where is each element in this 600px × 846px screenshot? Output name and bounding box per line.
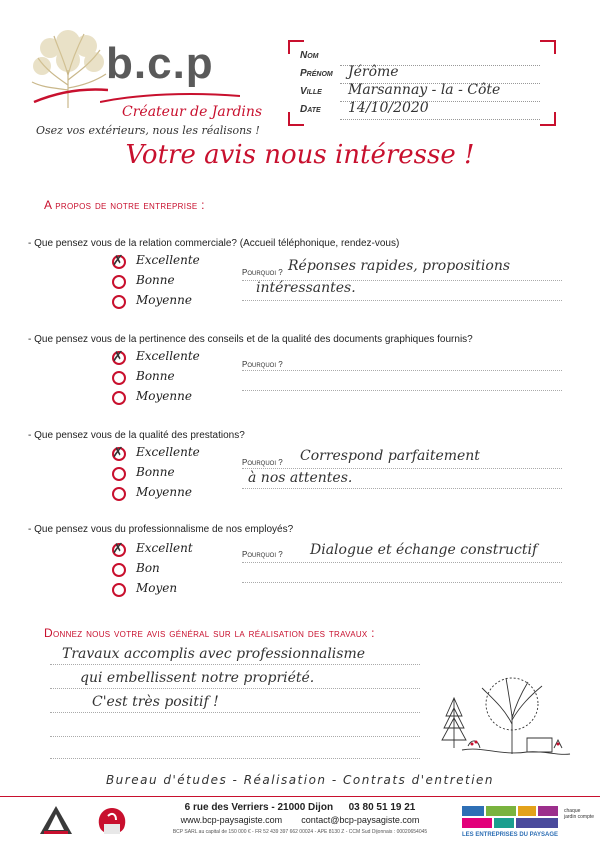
q2-answer-line-2 — [242, 390, 562, 391]
q2-pourquoi-label: Pourquoi ? — [242, 360, 283, 369]
q4-answer-line-1 — [242, 562, 562, 563]
q4-pourquoi-label: Pourquoi ? — [242, 550, 283, 559]
q3-option-1[interactable] — [112, 446, 232, 462]
q3-option-2[interactable] — [112, 466, 232, 482]
q1-pourquoi-label: Pourquoi ? — [242, 268, 283, 277]
q2-option-3-label: Moyenne — [136, 389, 192, 403]
q2-option-1-label: Excellente — [136, 349, 200, 363]
q1-option-1[interactable] — [112, 254, 232, 270]
section-heading-entreprise: A propos de notre entreprise : — [44, 198, 205, 212]
ville-label: Ville — [300, 86, 322, 97]
q3-option-3[interactable] — [112, 486, 232, 502]
page-title: Votre avis nous intéresse ! — [125, 140, 475, 170]
footer-phone[interactable]: 03 80 51 19 21 — [348, 802, 416, 813]
q4-option-1-label: Excellent — [136, 541, 193, 555]
footer-website-link[interactable]: www.bcp-paysagiste.com — [180, 815, 283, 825]
prenom-label: Prénom — [300, 68, 333, 79]
q4-option-2-label: Bon — [136, 561, 160, 575]
q4-option-3[interactable] — [112, 582, 232, 598]
q1-answer-text-2[interactable]: intéressantes. — [256, 280, 356, 296]
q4-option-3-label: Moyen — [136, 581, 178, 595]
tree-logo-icon — [28, 30, 108, 110]
q1-answer-line-2 — [242, 300, 562, 301]
partner-logo-icon — [462, 806, 558, 828]
q3-pourquoi-label: Pourquoi ? — [242, 458, 283, 467]
q1-option-3[interactable] — [112, 294, 232, 310]
general-text-1[interactable]: Travaux accomplis avec professionnalisme — [62, 646, 366, 662]
q3-answer-text-1[interactable]: Correspond parfaitement — [300, 448, 480, 464]
brand-subtitle: Créateur de Jardins — [122, 104, 263, 120]
garden-illustration — [432, 668, 572, 763]
prenom-value[interactable]: Jérôme — [348, 64, 399, 80]
artisan-badge-icon — [38, 804, 74, 836]
q4-option-2[interactable] — [112, 562, 232, 578]
date-line — [340, 119, 540, 120]
general-line-5 — [50, 758, 420, 759]
footer-email-link[interactable]: contact@bcp-paysagiste.com — [301, 815, 420, 825]
q2-option-2-checkbox[interactable] — [112, 371, 126, 385]
q3-option-3-label: Moyenne — [136, 485, 192, 499]
q4-option-2-checkbox[interactable] — [112, 563, 126, 577]
question-4: - Que pensez vous du professionnalisme de nos employés? — [28, 524, 294, 535]
partner-slogan: chaque jardin compte — [564, 808, 595, 820]
q3-option-2-checkbox[interactable] — [112, 467, 126, 481]
footer-services: Bureau d'études - Réalisation - Contrats d'entretien — [105, 773, 495, 787]
q1-option-2-checkbox[interactable] — [112, 275, 126, 289]
section-heading-avis-general: Donnez nous votre avis général sur la réalisation des travaux : — [44, 626, 375, 640]
partner-name: LES ENTREPRISES DU PAYSAGE — [462, 832, 559, 838]
brand-tagline: Osez vos extérieurs, nous les réalisons ! — [36, 124, 260, 137]
q2-option-3-checkbox[interactable] — [112, 391, 126, 405]
q3-option-3-checkbox[interactable] — [112, 487, 126, 501]
q1-option-3-label: Moyenne — [136, 293, 192, 307]
footer-contact-line — [150, 815, 450, 825]
q1-option-2[interactable] — [112, 274, 232, 290]
brand-swoosh — [100, 92, 240, 104]
q2-option-1-checkbox[interactable] — [112, 351, 126, 365]
q1-answer-text-1[interactable]: Réponses rapides, propositions — [288, 258, 511, 274]
nom-label: Nom — [300, 50, 319, 61]
q1-option-3-checkbox[interactable] — [112, 295, 126, 309]
q1-option-2-label: Bonne — [136, 273, 175, 287]
q3-answer-line-2 — [242, 488, 562, 489]
q4-answer-line-2 — [242, 582, 562, 583]
general-line-1 — [50, 664, 420, 665]
identity-date-row — [300, 102, 540, 120]
q4-option-1-checkbox[interactable] — [112, 543, 126, 557]
q1-option-1-label: Excellente — [136, 253, 200, 267]
question-2: - Que pensez vous de la pertinence des conseils et de la qualité des documents graphiques fournis? — [28, 334, 473, 345]
q2-option-3[interactable] — [112, 390, 232, 406]
identity-nom-row — [300, 48, 540, 66]
footer-rule — [0, 796, 600, 797]
footer-address: 6 rue des Verriers - 21000 Dijon — [184, 802, 334, 813]
question-1: - Que pensez vous de la relation commerciale? (Accueil téléphonique, rendez-vous) — [28, 238, 400, 249]
q3-answer-text-2[interactable]: à nos attentes. — [248, 470, 353, 486]
q2-answer-line-1 — [242, 370, 562, 371]
q4-option-3-checkbox[interactable] — [112, 583, 126, 597]
q3-option-1-label: Excellente — [136, 445, 200, 459]
general-text-2[interactable]: qui embellissent notre propriété. — [80, 670, 315, 686]
q4-answer-text-1[interactable]: Dialogue et échange constructif — [310, 542, 538, 558]
general-line-2 — [50, 688, 420, 689]
q4-option-1[interactable] — [112, 542, 232, 558]
q3-answer-line-1 — [242, 468, 562, 469]
q2-option-1[interactable] — [112, 350, 232, 366]
general-text-3[interactable]: C'est très positif ! — [92, 694, 219, 710]
footer-legal: BCP SARL au capital de 150 000 € - FR 52 439 397 662 00024 - APE 8130 Z - CCM Sud Dijonnais : 00020654045 — [172, 829, 428, 835]
general-line-3 — [50, 712, 420, 713]
date-label: Date — [300, 104, 321, 115]
question-3: - Que pensez vous de la qualité des prestations? — [28, 430, 245, 441]
q1-option-1-checkbox[interactable] — [112, 255, 126, 269]
brand-name: b.c.p — [106, 39, 214, 88]
date-value[interactable]: 14/10/2020 — [348, 100, 429, 116]
q2-option-2-label: Bonne — [136, 369, 175, 383]
footer-address-line — [150, 802, 450, 813]
certification-badge-icon — [92, 804, 132, 838]
q3-option-1-checkbox[interactable] — [112, 447, 126, 461]
general-line-4 — [50, 736, 420, 737]
ville-value[interactable]: Marsannay - la - Côte — [348, 82, 501, 98]
q2-option-2[interactable] — [112, 370, 232, 386]
q3-option-2-label: Bonne — [136, 465, 175, 479]
